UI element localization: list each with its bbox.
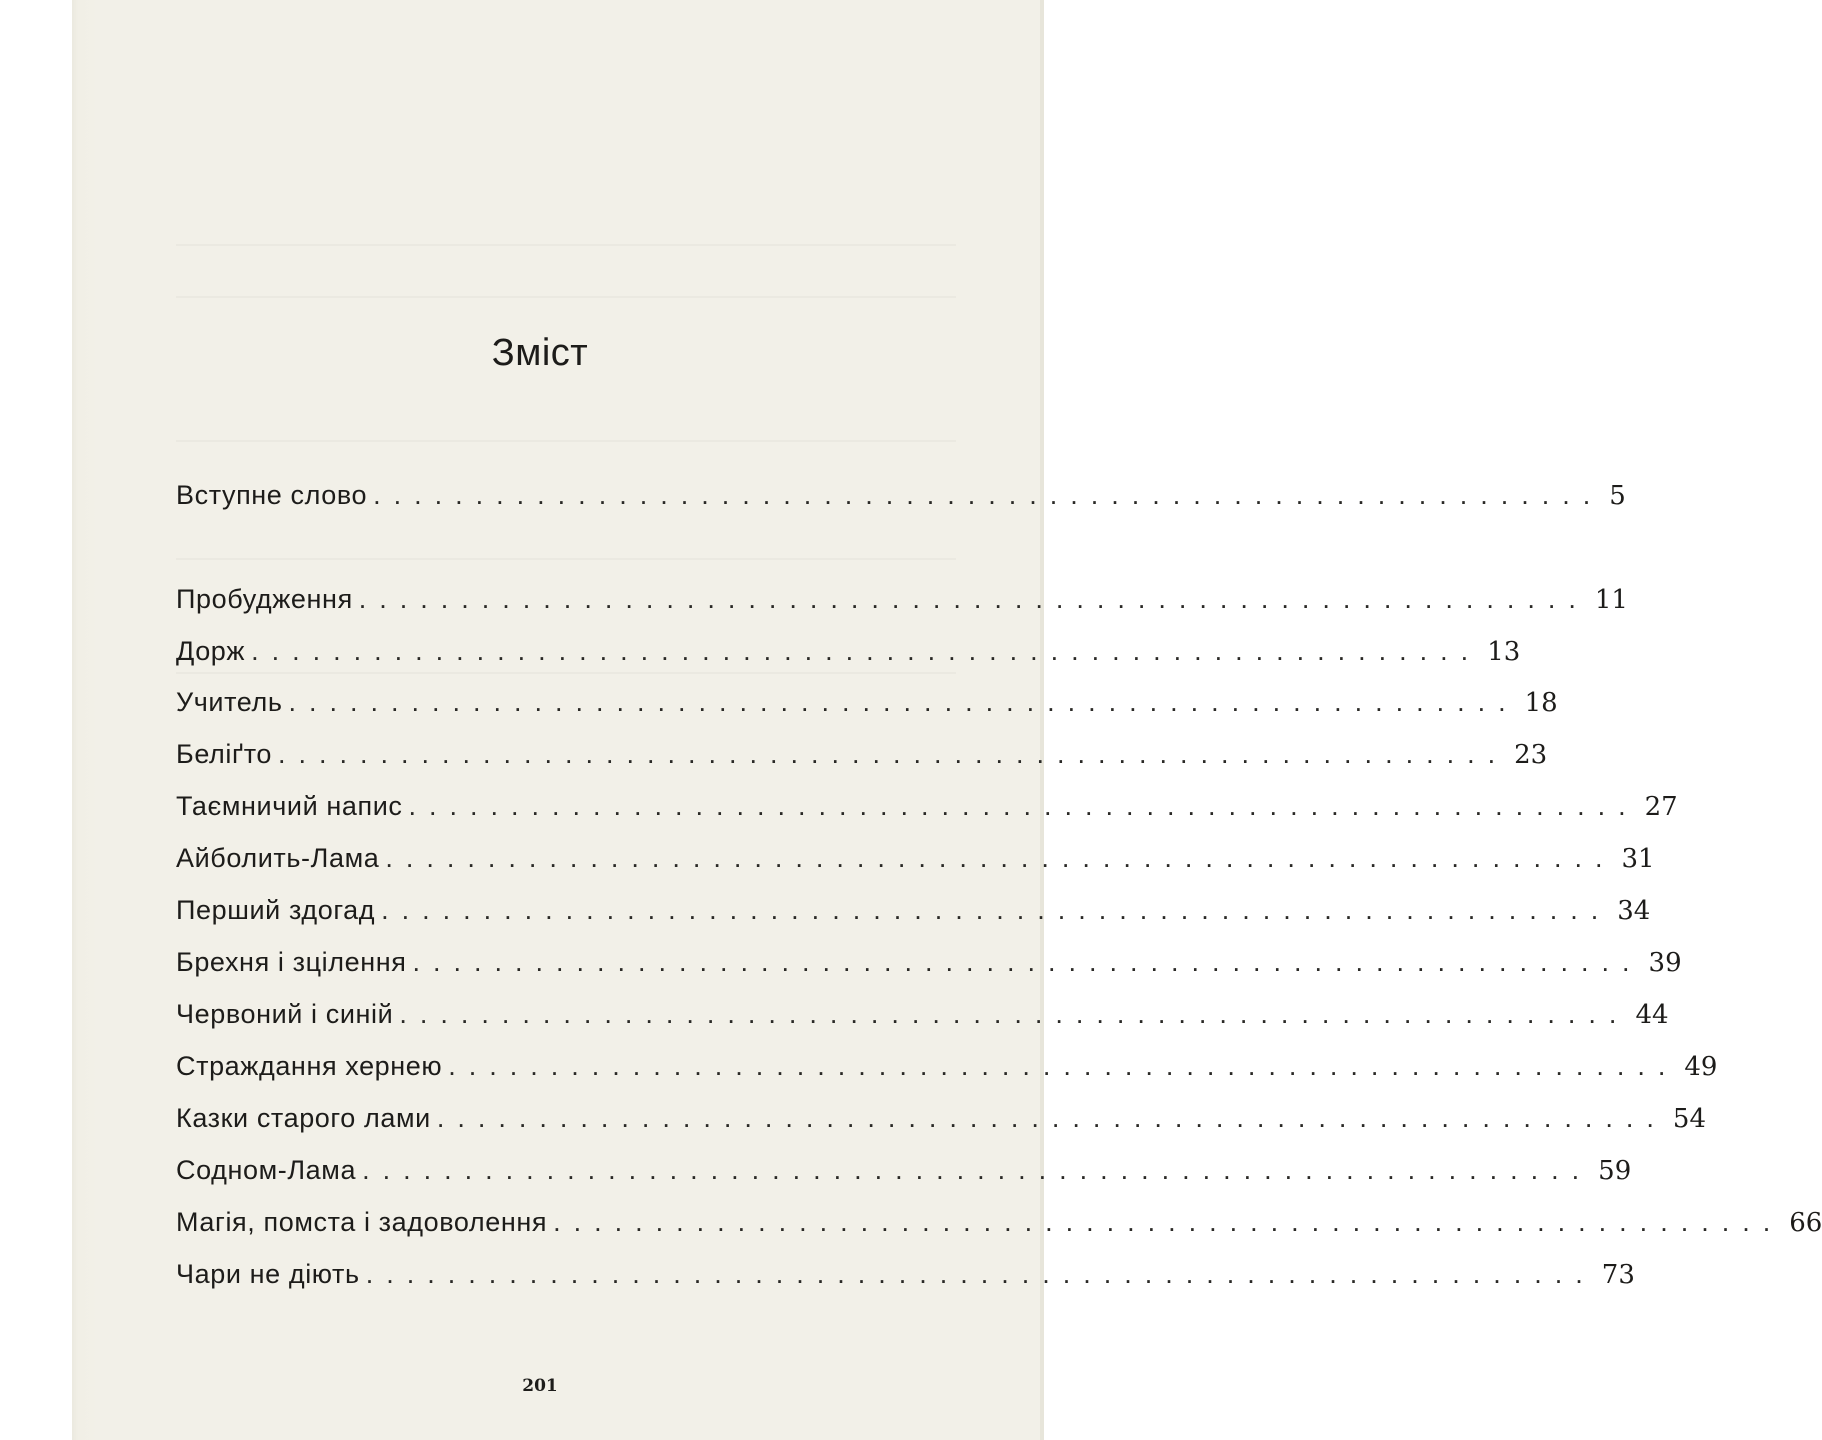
toc-entry[interactable] (176, 734, 1548, 774)
toc-entry-title: Учитель (176, 687, 283, 717)
toc-entry-page: 11 (1594, 585, 1628, 615)
toc-entry-page: 66 (1789, 1208, 1822, 1238)
toc-entry[interactable] (176, 994, 1669, 1034)
toc-entry-page: 23 (1514, 740, 1548, 770)
toc-entry-title: Содном-Лама (176, 1155, 357, 1185)
toc-entry[interactable] (176, 838, 1655, 878)
toc-entry[interactable] (176, 475, 1626, 515)
toc-entry[interactable] (176, 1254, 1635, 1294)
toc-entry-page: 44 (1635, 1000, 1669, 1030)
dot-leader: ............................................................ (408, 791, 1639, 821)
toc-entry-title: Червоний і синій (176, 999, 394, 1029)
toc-entry[interactable] (176, 682, 1558, 722)
toc-entry-page: 34 (1617, 896, 1651, 926)
show-through-line (176, 296, 956, 298)
toc-entry-page: 49 (1684, 1052, 1718, 1082)
toc-entry-page: 31 (1621, 844, 1655, 874)
toc-entry-page: 59 (1598, 1156, 1632, 1186)
page-number: 201 (522, 1376, 558, 1396)
toc-entry[interactable] (176, 631, 1521, 671)
toc-entry-title: Айболить-Лама (176, 843, 380, 873)
toc-entry[interactable] (176, 1202, 1822, 1242)
toc-entry[interactable] (176, 1046, 1718, 1086)
dot-leader: ............................................................ (385, 843, 1616, 873)
toc-entry-page: 18 (1524, 688, 1558, 718)
toc-entry[interactable] (176, 1150, 1632, 1190)
toc-entry-title: Таємничий напис (176, 791, 403, 821)
toc-entry-page: 13 (1487, 637, 1521, 667)
toc-entry-title: Чари не діють (176, 1259, 360, 1289)
dot-leader: ............................................................ (277, 739, 1509, 769)
toc-entry-page: 73 (1601, 1260, 1635, 1290)
dot-leader: ............................................................ (251, 636, 1482, 666)
toc-entry-title: Казки старого лами (176, 1103, 431, 1133)
dot-leader: ............................................................ (288, 687, 1519, 717)
toc-entry-title: Пробудження (176, 584, 353, 614)
dot-leader: ............................................................ (373, 480, 1604, 510)
toc-entry-page: 5 (1609, 481, 1626, 511)
dot-leader: ............................................................ (381, 895, 1612, 925)
dot-leader: ............................................................ (448, 1051, 1679, 1081)
dot-leader: ............................................................ (412, 947, 1643, 977)
dot-leader: ............................................................ (553, 1207, 1784, 1237)
toc-entry-title: Магія, помста і задоволення (176, 1207, 548, 1237)
toc-entry[interactable] (176, 786, 1678, 826)
show-through-line (176, 558, 956, 560)
dot-leader: ............................................................ (365, 1259, 1596, 1289)
toc-entry-title: Перший здогад (176, 895, 376, 925)
toc-entry-title: Брехня і зцілення (176, 947, 407, 977)
toc-entry[interactable] (176, 579, 1628, 619)
show-through-line (176, 244, 956, 246)
toc-entry-title: Страждання хернею (176, 1051, 443, 1081)
dot-leader: ............................................................ (362, 1155, 1593, 1185)
show-through-line (176, 440, 956, 442)
toc-entry[interactable] (176, 1098, 1707, 1138)
show-through-line (176, 672, 956, 674)
toc-entry-page: 54 (1672, 1104, 1707, 1134)
dot-leader: ............................................................ (436, 1103, 1667, 1133)
toc-entry-page: 27 (1644, 792, 1678, 822)
toc-entry-title: Вступне слово (176, 480, 368, 510)
toc-entry[interactable] (176, 890, 1651, 930)
dot-leader: ............................................................ (399, 999, 1630, 1029)
toc-entry-page: 39 (1648, 948, 1682, 978)
toc-entry-title: Дорж (176, 636, 246, 666)
toc-entry[interactable] (176, 942, 1682, 982)
dot-leader: ............................................................ (358, 584, 1589, 614)
toc-entry-title: Беліґто (176, 739, 272, 769)
page-title: Зміст (491, 332, 589, 374)
